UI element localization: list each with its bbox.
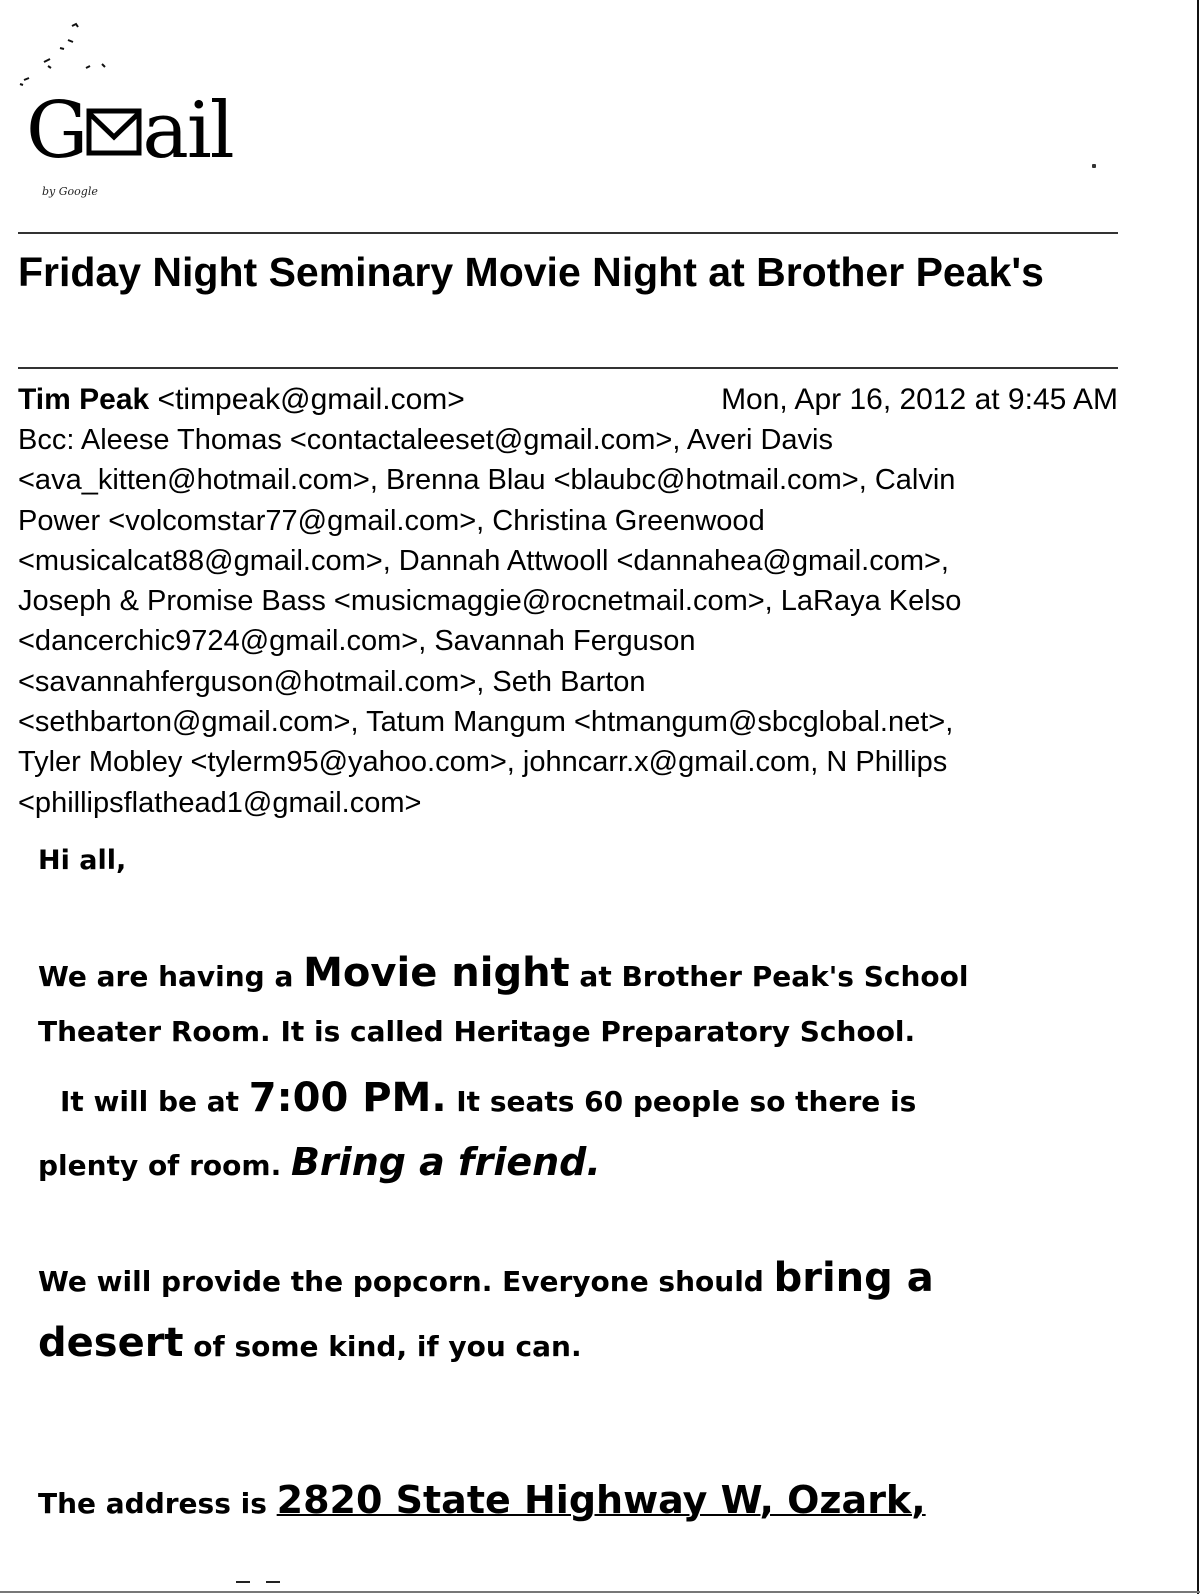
bcc-line: Power <volcomstar77@gmail.com>, Christina Greenwood <box>18 504 765 537</box>
body-text: We will provide the popcorn. Everyone should <box>38 1265 774 1298</box>
emphasis-text: bring a <box>773 1255 934 1301</box>
bcc-line: <ava_kitten@hotmail.com>, Brenna Blau <blaubc@hotmail.com>, Calvin <box>18 464 956 497</box>
body-text: of some kind, if you can. <box>183 1330 582 1363</box>
body-text: plenty of room. <box>38 1149 291 1182</box>
body-text: The address is <box>38 1487 277 1520</box>
bcc-line: <sethbarton@gmail.com>, Tatum Mangum <htmangum@sbcglobal.net>, <box>18 706 954 739</box>
emphasis-text: desert <box>38 1320 184 1366</box>
body-line <box>38 1140 601 1184</box>
body-line <box>38 950 968 996</box>
emphasis-text: Bring a friend. <box>290 1140 601 1184</box>
sender-name: Tim Peak <box>18 383 150 416</box>
email-date: Mon, Apr 16, 2012 at 9:45 AM <box>721 383 1118 416</box>
sender-line <box>18 380 1118 420</box>
page-border <box>0 1591 1200 1593</box>
emphasis-text: 7:00 PM. <box>248 1075 447 1121</box>
body-line <box>38 1255 934 1301</box>
body-line <box>38 1320 582 1366</box>
gmail-logo: G ail <box>26 86 233 176</box>
body-text: It seats 60 people so there is <box>446 1085 917 1118</box>
bcc-line: Bcc: Aleese Thomas <contactaleeset@gmail.com>, Averi Davis <box>18 424 833 456</box>
body-text: It will be at <box>60 1085 249 1118</box>
scan-specks <box>232 1578 292 1586</box>
bcc-line: <savannahferguson@hotmail.com>, Seth Barton <box>18 665 646 698</box>
logo-byline: by Google <box>42 185 98 198</box>
body-line <box>60 1075 916 1121</box>
body-text: at Brother Peak's School <box>569 960 969 993</box>
greeting: Hi all, <box>38 845 127 876</box>
body-text: We are having a <box>38 960 304 993</box>
bcc-line: <musicalcat88@gmail.com>, Dannah Attwooll <dannahea@gmail.com>, <box>18 544 949 577</box>
divider <box>18 367 1118 369</box>
bcc-line: <phillipsflathead1@gmail.com> <box>18 786 422 819</box>
address-text: 2820 State Highway W, Ozark, <box>276 1478 926 1522</box>
body-line: Theater Room. It is called Heritage Preparatory School. <box>38 1015 916 1048</box>
bcc-line: Tyler Mobley <tylerm95@yahoo.com>, johncarr.x@gmail.com, N Phillips <box>18 746 948 779</box>
divider <box>18 232 1118 234</box>
bcc-recipients <box>18 420 1118 823</box>
email-subject: Friday Night Seminary Movie Night at Brother Peak's <box>18 249 1044 295</box>
scan-speck <box>1092 164 1096 168</box>
emphasis-text: Movie night <box>303 950 570 996</box>
envelope-icon <box>86 92 142 170</box>
page-border <box>1197 0 1199 1594</box>
scan-specks <box>14 18 124 88</box>
bcc-line: <dancerchic9724@gmail.com>, Savannah Ferguson <box>18 625 696 658</box>
sender-email: <timpeak@gmail.com> <box>157 383 465 416</box>
bcc-line: Joseph & Promise Bass <musicmaggie@rocnetmail.com>, LaRaya Kelso <box>18 585 962 618</box>
body-line <box>38 1478 926 1522</box>
